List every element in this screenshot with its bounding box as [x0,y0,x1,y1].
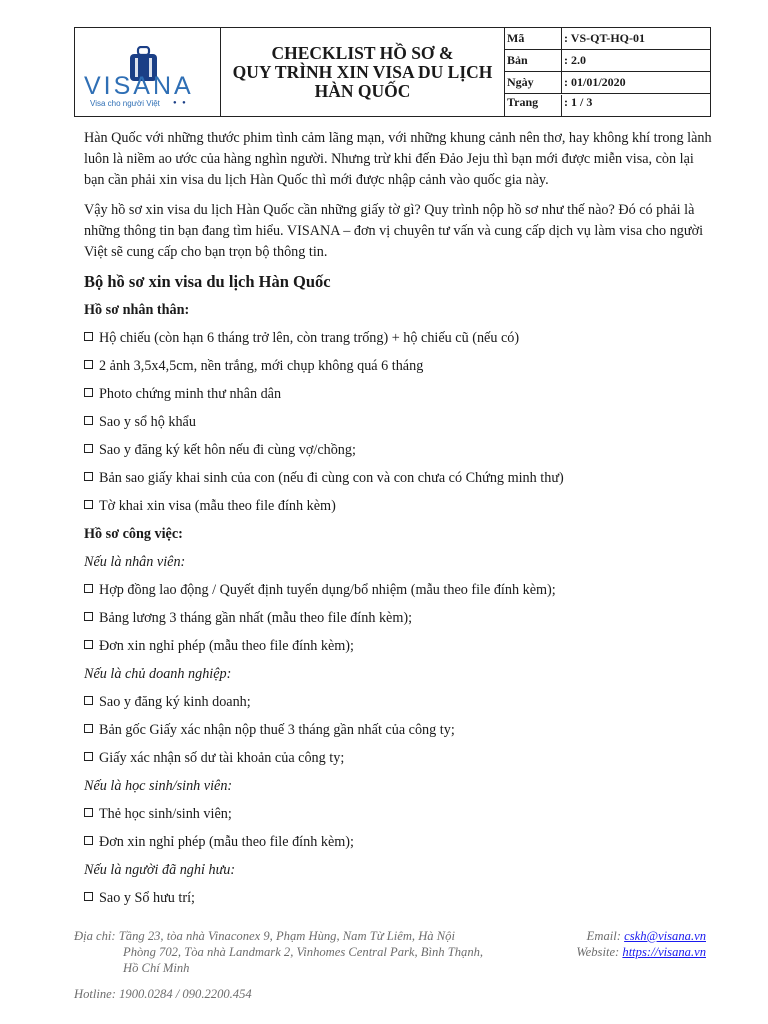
checklist-item: Bản gốc Giấy xác nhận nộp thuế 3 tháng gần nhất của công ty; [84,720,714,741]
group-label-retiree: Nếu là người đã nghỉ hưu: [84,862,236,878]
email-row [576,928,706,944]
checkbox-icon [84,416,93,425]
checkbox-icon [84,808,93,817]
checkbox-icon [84,836,93,845]
logo-cell [75,28,221,116]
meta-row-version [505,50,710,72]
checkbox-icon [84,332,93,341]
work-docs-heading: Hồ sơ công việc: [84,526,183,542]
checkbox-icon [84,612,93,621]
title-line-1: CHECKLIST HỒ SƠ & [271,42,454,63]
meta-key: Trang [505,95,562,116]
meta-row-code [505,28,710,50]
checklist-item: Giấy xác nhận số dư tài khoản của công ty; [84,748,714,769]
checklist-item: Hộ chiếu (còn hạn 6 tháng trở lên, còn trang trống) + hộ chiếu cũ (nếu có) [84,328,714,349]
checklist-item: Hợp đồng lao động / Quyết định tuyển dụng/bổ nhiệm (mẫu theo file đính kèm); [84,580,714,601]
address-line-3: Hồ Chí Minh [123,961,190,975]
document-header [74,27,711,117]
document-body [84,128,714,916]
meta-row-page [505,94,710,116]
document-title [221,28,505,116]
email-link[interactable]: cskh@visana.vn [624,929,706,943]
checkbox-icon [84,752,93,761]
checklist-item: Sao y đăng ký kinh doanh; [84,692,714,713]
section-title: Bộ hồ sơ xin visa du lịch Hàn Quốc [84,272,331,291]
meta-value: : 01/01/2020 [564,75,626,89]
checklist-item: Sao y Sổ hưu trí; [84,888,714,909]
checkbox-icon [84,696,93,705]
checkbox-icon [84,584,93,593]
meta-row-date [505,72,710,94]
meta-key: Mã [505,28,562,49]
meta-value: : 1 / 3 [564,95,593,109]
address-label: Địa chỉ: [74,929,116,943]
checkbox-icon [84,892,93,901]
checklist-item: Photo chứng minh thư nhân dân [84,384,714,405]
website-label: Website: [576,945,620,959]
checklist-item: 2 ảnh 3,5x4,5cm, nền trắng, mới chụp không quá 6 tháng [84,356,714,377]
checkbox-icon [84,724,93,733]
group-label-employee: Nếu là nhân viên: [84,554,186,570]
address-line-1: Tầng 23, tòa nhà Vinaconex 9, Phạm Hùng, Nam Từ Liêm, Hà Nội [118,929,455,943]
checkbox-icon [84,640,93,649]
intro-paragraph-2: Vậy hồ sơ xin visa du lịch Hàn Quốc cần những giấy tờ gì? Quy trình nộp hồ sơ như thế nào? Đó có phải là những thông tin bạn đang tìm hiểu. VISANA – đơn vị chuyên tư vấn và cung cấp dịch vụ làm visa cho người Việt sẽ cung cấp cho bạn trọn bộ thông tin. [84,202,704,260]
group-label-student: Nếu là học sinh/sinh viên: [84,778,233,794]
website-row [576,944,706,960]
address-line-2: Phòng 702, Tòa nhà Landmark 2, Vinhomes Central Park, Bình Thạnh, [123,945,484,959]
checklist-item: Đơn xin nghỉ phép (mẫu theo file đính kèm); [84,636,714,657]
checklist-item: Bảng lương 3 tháng gần nhất (mẫu theo file đính kèm); [84,608,714,629]
email-label: Email: [586,929,621,943]
meta-key: Bản [505,50,562,71]
meta-value: : VS-QT-HQ-01 [564,31,646,45]
checklist-item: Đơn xin nghỉ phép (mẫu theo file đính kèm); [84,832,714,853]
document-meta-table [505,28,710,116]
checkbox-icon [84,444,93,453]
website-link[interactable]: https://visana.vn [622,945,706,959]
checkbox-icon [84,360,93,369]
checklist-item: Bản sao giấy khai sinh của con (nếu đi cùng con và con chưa có Chứng minh thư) [84,468,714,489]
meta-value: : 2.0 [564,53,586,67]
title-line-3: HÀN QUỐC [314,80,411,101]
checklist-item: Tờ khai xin visa (mẫu theo file đính kèm) [84,496,714,517]
footer-hotline: Hotline: 1900.0284 / 090.2200.454 [74,987,252,1001]
title-line-2: QUY TRÌNH XIN VISA DU LỊCH [232,61,493,82]
footer-contacts [576,928,706,960]
logo-dots-icon: ● ● [173,100,188,106]
checklist-item: Sao y sổ hộ khẩu [84,412,714,433]
intro-paragraph-1: Hàn Quốc với những thước phim tình cảm lãng mạn, với những khung cảnh nên thơ, hay không khí trong lành luôn là niềm ao ước của hàng nghìn người. Nhưng trừ khi đến Đảo Jeju thì bạn mới được miễn visa, còn lại bạn cần phải xin visa du lịch Hàn Quốc thì mới được nhập cảnh vào quốc gia này. [84,130,712,188]
checkbox-icon [84,388,93,397]
checkbox-icon [84,472,93,481]
checkbox-icon [84,500,93,509]
logo-wordmark: VISANA [84,72,194,100]
logo-tagline: Visa cho người Việt [90,99,160,108]
meta-key: Ngày [505,72,562,93]
footer-address [74,928,544,976]
checklist-item: Sao y đăng ký kết hôn nếu đi cùng vợ/chồng; [84,440,714,461]
personal-docs-heading: Hồ sơ nhân thân: [84,302,190,318]
checklist-item: Thẻ học sinh/sinh viên; [84,804,714,825]
group-label-business-owner: Nếu là chủ doanh nghiệp: [84,666,232,682]
